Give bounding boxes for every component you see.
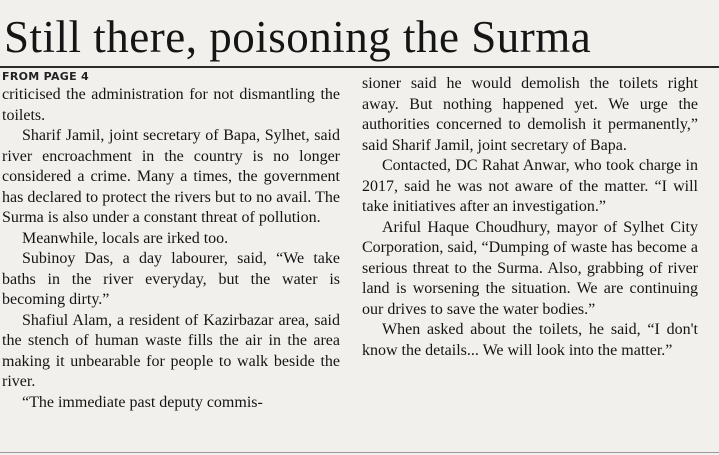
paragraph: Ariful Haque Choudhury, mayor of Sylhet City Corporation, said, “Dumping of waste has become a serious threat to the Surma. Also, grabbing of river land is worsening the situation. We are continuing our drives to save the water bodies.” — [362, 218, 698, 318]
paragraph: Meanwhile, locals are irked too. — [22, 229, 229, 247]
right-column — [362, 74, 698, 361]
paragraph: When asked about the toilets, he said, “I don't know the details... We will look into the matter.” — [362, 321, 698, 359]
paragraph: Shafiul Alam, a resident of Kazirbazar area, said the stench of human waste fills the air in the area making it unbearable for people to walk beside the river. — [2, 311, 340, 390]
left-column — [2, 70, 340, 413]
paragraph: “The immediate past deputy commis- — [22, 393, 263, 411]
paragraph: Contacted, DC Rahat Anwar, who took charge in 2017, said he was not aware of the matter. “I will take initiatives after an investigation.” — [362, 157, 698, 215]
paragraph: criticised the administration for not dismantling the toilets. — [2, 86, 340, 124]
continuation-label: FROM PAGE 4 — [2, 70, 90, 83]
bottom-divider — [0, 452, 719, 453]
paragraph: Sharif Jamil, joint secretary of Bapa, Sylhet, said river encroachment in the country is no longer considered a crime. Many a times, the government has declared to protect the rivers but to no avail. The Surma is also under a constant threat of pollution. — [2, 127, 340, 226]
headline: Still there, poisoning the Surma — [4, 12, 592, 62]
paragraph: Subinoy Das, a day labourer, said, “We take baths in the river everyday, but the water is becoming dirty.” — [2, 250, 340, 308]
headline-divider — [0, 66, 719, 68]
paragraph: sioner said he would demolish the toilets right away. But nothing happened yet. We urge the authorities concerned to demolish it permanently,” said Sharif Jamil, joint secretary of Bapa. — [362, 75, 698, 154]
